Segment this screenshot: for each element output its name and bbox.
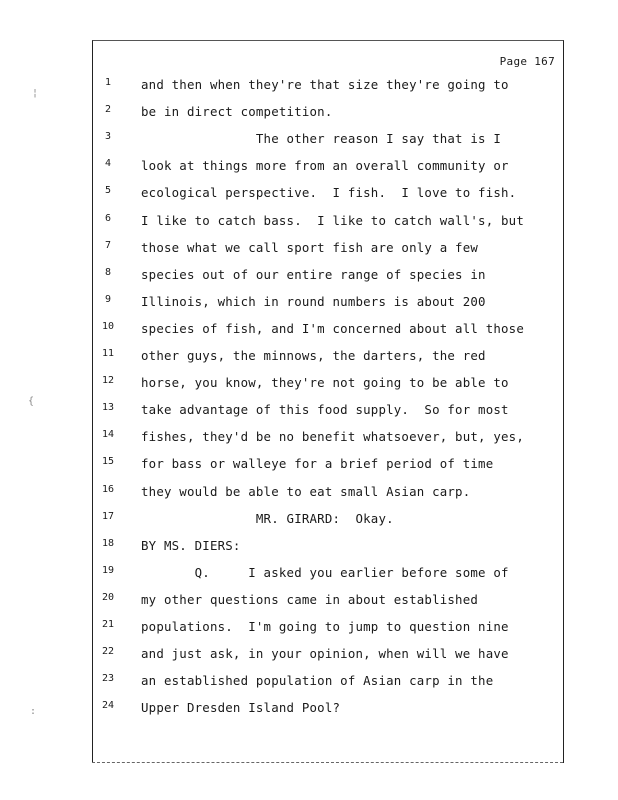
line-text: horse, you know, they're not going to be able to bbox=[141, 375, 509, 391]
margin-tick-mark: : bbox=[30, 706, 37, 717]
line-text: an established population of Asian carp in the bbox=[141, 673, 494, 689]
line-number: 13 bbox=[101, 402, 115, 414]
line-number: 4 bbox=[104, 158, 112, 170]
line-number: 10 bbox=[101, 320, 115, 332]
transcript-line bbox=[93, 104, 563, 132]
transcript-line bbox=[93, 646, 563, 674]
line-text: and just ask, in your opinion, when will we have bbox=[141, 646, 509, 662]
transcript-line bbox=[93, 348, 563, 376]
line-text: species out of our entire range of species in bbox=[141, 266, 486, 282]
transcript-line bbox=[93, 484, 563, 512]
line-text: Illinois, which in round numbers is about 200 bbox=[141, 293, 486, 309]
margin-tick-mark: ¦ bbox=[32, 88, 39, 99]
transcript-line bbox=[93, 456, 563, 484]
line-text: MR. GIRARD: Okay. bbox=[141, 510, 394, 526]
transcript-line bbox=[93, 267, 563, 295]
line-number: 6 bbox=[104, 212, 112, 224]
page-number: Page 167 bbox=[499, 55, 555, 68]
line-number: 19 bbox=[101, 564, 115, 576]
transcript-line bbox=[93, 619, 563, 647]
line-text: my other questions came in about established bbox=[141, 591, 479, 607]
transcript-line bbox=[93, 429, 563, 457]
line-text: Upper Dresden Island Pool? bbox=[141, 700, 341, 716]
line-number: 17 bbox=[101, 510, 115, 522]
transcript-page bbox=[92, 40, 564, 763]
line-text: ecological perspective. I fish. I love to fish. bbox=[141, 185, 517, 201]
transcript-line bbox=[93, 700, 563, 728]
line-number: 2 bbox=[104, 104, 112, 116]
line-number: 11 bbox=[101, 348, 115, 359]
transcript-line bbox=[93, 131, 563, 159]
transcript-line bbox=[93, 158, 563, 186]
line-text: take advantage of this food supply. So for most bbox=[141, 402, 509, 418]
line-number: 1 bbox=[104, 77, 112, 88]
transcript-line bbox=[93, 592, 563, 620]
transcript-line bbox=[93, 565, 563, 593]
transcript-line bbox=[93, 213, 563, 241]
margin-tick-mark: { bbox=[28, 396, 35, 407]
line-text: those what we call sport fish are only a few bbox=[141, 239, 479, 255]
transcript-line bbox=[93, 321, 563, 349]
line-text: BY MS. DIERS: bbox=[141, 537, 241, 553]
line-number: 14 bbox=[101, 429, 115, 441]
transcript-line bbox=[93, 375, 563, 403]
line-number: 18 bbox=[101, 537, 115, 549]
line-number: 22 bbox=[101, 646, 115, 658]
line-number: 8 bbox=[104, 266, 112, 278]
line-text: for bass or walleye for a brief period of time bbox=[141, 456, 494, 472]
transcript-line bbox=[93, 185, 563, 213]
line-text: and then when they're that size they're going to bbox=[141, 77, 509, 92]
transcript-line bbox=[93, 538, 563, 566]
line-number: 15 bbox=[101, 456, 115, 468]
line-number: 7 bbox=[104, 239, 112, 251]
line-number: 9 bbox=[104, 293, 112, 305]
line-text: I like to catch bass. I like to catch wall's, but bbox=[141, 212, 524, 228]
line-number: 3 bbox=[104, 131, 112, 143]
bottom-rule bbox=[92, 762, 563, 763]
line-number: 23 bbox=[101, 673, 115, 685]
line-text: they would be able to eat small Asian carp. bbox=[141, 483, 471, 499]
transcript-line bbox=[93, 294, 563, 322]
line-number: 12 bbox=[101, 375, 115, 387]
line-number: 20 bbox=[101, 591, 115, 603]
line-number: 21 bbox=[101, 619, 115, 630]
line-number: 16 bbox=[101, 483, 115, 495]
transcript-line bbox=[93, 673, 563, 701]
line-number: 24 bbox=[101, 700, 115, 712]
transcript-line bbox=[93, 511, 563, 539]
line-text: populations. I'm going to jump to question nine bbox=[141, 619, 509, 634]
line-text: fishes, they'd be no benefit whatsoever, but, yes, bbox=[141, 429, 524, 445]
line-number: 5 bbox=[104, 185, 112, 197]
line-text: other guys, the minnows, the darters, the red bbox=[141, 348, 486, 363]
line-text: look at things more from an overall community or bbox=[141, 158, 509, 174]
line-text: species of fish, and I'm concerned about all those bbox=[141, 320, 524, 336]
transcript-line bbox=[93, 402, 563, 430]
line-text: The other reason I say that is I bbox=[141, 131, 502, 147]
line-text: Q. I asked you earlier before some of bbox=[141, 564, 509, 580]
transcript-line bbox=[93, 240, 563, 268]
transcript-line bbox=[93, 77, 563, 105]
line-text: be in direct competition. bbox=[141, 104, 333, 120]
